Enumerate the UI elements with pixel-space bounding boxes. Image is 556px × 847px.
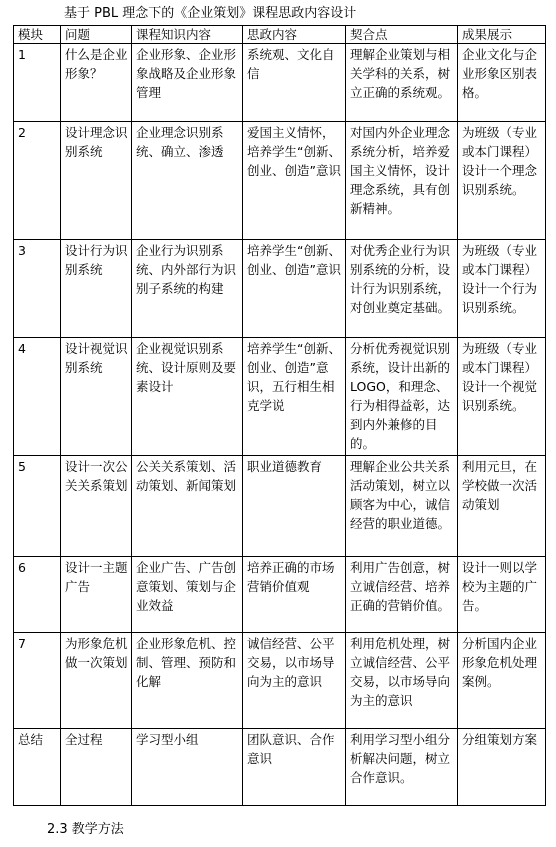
document-title: 基于 PBL 理念下的《企业策划》课程思政内容设计 bbox=[64, 6, 357, 21]
cell-module: 6 bbox=[14, 557, 61, 633]
cell-knowledge: 企业视觉识别系统、设计原则及要素设计 bbox=[132, 338, 243, 456]
cell-ideology: 爱国主义情怀，培养学生“创新、创业、创造”意识 bbox=[243, 122, 346, 240]
cell-ideology: 培养学生“创新、创业、创造”意识，五行相生相克学说 bbox=[243, 338, 346, 456]
cell-module: 7 bbox=[14, 633, 61, 729]
cell-question: 什么是企业形象？ bbox=[61, 44, 132, 122]
cell-question: 全过程 bbox=[61, 729, 132, 806]
cell-fit-point: 理解企业公共关系活动策划，树立以顾客为中心，诚信经营的职业道德。 bbox=[346, 456, 458, 557]
cell-question: 设计视觉识别系统 bbox=[61, 338, 132, 456]
cell-module: 总结 bbox=[14, 729, 61, 806]
table-row bbox=[14, 44, 546, 122]
cell-question: 设计行为识别系统 bbox=[61, 240, 132, 338]
header-row bbox=[14, 26, 546, 44]
cell-outcome: 为班级（专业或本门课程）设计一个理念识别系统。 bbox=[458, 122, 546, 240]
header-fit-point: 契合点 bbox=[346, 26, 458, 44]
cell-module: 2 bbox=[14, 122, 61, 240]
header-knowledge: 课程知识内容 bbox=[132, 26, 243, 44]
table-row bbox=[14, 456, 546, 557]
cell-module: 4 bbox=[14, 338, 61, 456]
table-row bbox=[14, 122, 546, 240]
cell-ideology: 团队意识、合作意识 bbox=[243, 729, 346, 806]
cell-knowledge: 企业行为识别系统、内外部行为识别子系统的构建 bbox=[132, 240, 243, 338]
cell-knowledge: 企业形象危机、控制、管理、预防和化解 bbox=[132, 633, 243, 729]
cell-module: 5 bbox=[14, 456, 61, 557]
cell-ideology: 培养正确的市场营销价值观 bbox=[243, 557, 346, 633]
cell-ideology: 诚信经营、公平交易，以市场导向为主的意识 bbox=[243, 633, 346, 729]
cell-outcome: 分析国内企业形象危机处理案例。 bbox=[458, 633, 546, 729]
table-row bbox=[14, 729, 546, 806]
header-ideology: 思政内容 bbox=[243, 26, 346, 44]
cell-fit-point: 分析优秀视觉识别系统，设计出新的 LOGO，和理念、行为相得益彰，达到内外兼修的目的。 bbox=[346, 338, 458, 456]
cell-fit-point: 理解企业策划与相关学科的关系，树立正确的系统观。 bbox=[346, 44, 458, 122]
cell-outcome: 利用元旦，在学校做一次活动策划 bbox=[458, 456, 546, 557]
cell-fit-point: 利用危机处理，树立诚信经营、公平交易，以市场导向为主的意识 bbox=[346, 633, 458, 729]
cell-fit-point: 利用广告创意，树立诚信经营、培养正确的营销价值。 bbox=[346, 557, 458, 633]
cell-outcome: 为班级（专业或本门课程）设计一个视觉识别系统。 bbox=[458, 338, 546, 456]
course-content-table bbox=[13, 25, 546, 806]
cell-knowledge: 公关关系策划、活动策划、新闻策划 bbox=[132, 456, 243, 557]
cell-knowledge: 企业广告、广告创意策划、策划与企业效益 bbox=[132, 557, 243, 633]
cell-question: 设计一次公关关系策划 bbox=[61, 456, 132, 557]
table-row bbox=[14, 557, 546, 633]
header-module: 模块 bbox=[14, 26, 61, 44]
section-heading: 2.3 教学方法 bbox=[47, 822, 124, 837]
cell-knowledge: 企业形象、企业形象战略及企业形象管理 bbox=[132, 44, 243, 122]
cell-module: 1 bbox=[14, 44, 61, 122]
cell-outcome: 企业文化与企业形象区别表格。 bbox=[458, 44, 546, 122]
cell-fit-point: 对优秀企业行为识别系统的分析，设计行为识别系统，对创业奠定基础。 bbox=[346, 240, 458, 338]
cell-ideology: 系统观、文化自信 bbox=[243, 44, 346, 122]
cell-knowledge: 学习型小组 bbox=[132, 729, 243, 806]
cell-fit-point: 对国内外企业理念系统分析，培养爱国主义情怀，设计理念系统，具有创新精神。 bbox=[346, 122, 458, 240]
cell-ideology: 职业道德教育 bbox=[243, 456, 346, 557]
cell-ideology: 培养学生“创新、创业、创造”意识 bbox=[243, 240, 346, 338]
cell-module: 3 bbox=[14, 240, 61, 338]
table-row bbox=[14, 633, 546, 729]
cell-outcome: 为班级（专业或本门课程）设计一个行为识别系统。 bbox=[458, 240, 546, 338]
cell-outcome: 设计一则以学校为主题的广告。 bbox=[458, 557, 546, 633]
table-header bbox=[14, 26, 546, 44]
table-row bbox=[14, 338, 546, 456]
header-outcome: 成果展示 bbox=[458, 26, 546, 44]
cell-question: 设计一主题广告 bbox=[61, 557, 132, 633]
header-question: 问题 bbox=[61, 26, 132, 44]
cell-question: 设计理念识别系统 bbox=[61, 122, 132, 240]
cell-outcome: 分组策划方案 bbox=[458, 729, 546, 806]
cell-knowledge: 企业理念识别系统、确立、渗透 bbox=[132, 122, 243, 240]
cell-fit-point: 利用学习型小组分析解决问题，树立合作意识。 bbox=[346, 729, 458, 806]
table-body bbox=[14, 44, 546, 806]
table-row bbox=[14, 240, 546, 338]
cell-question: 为形象危机做一次策划 bbox=[61, 633, 132, 729]
